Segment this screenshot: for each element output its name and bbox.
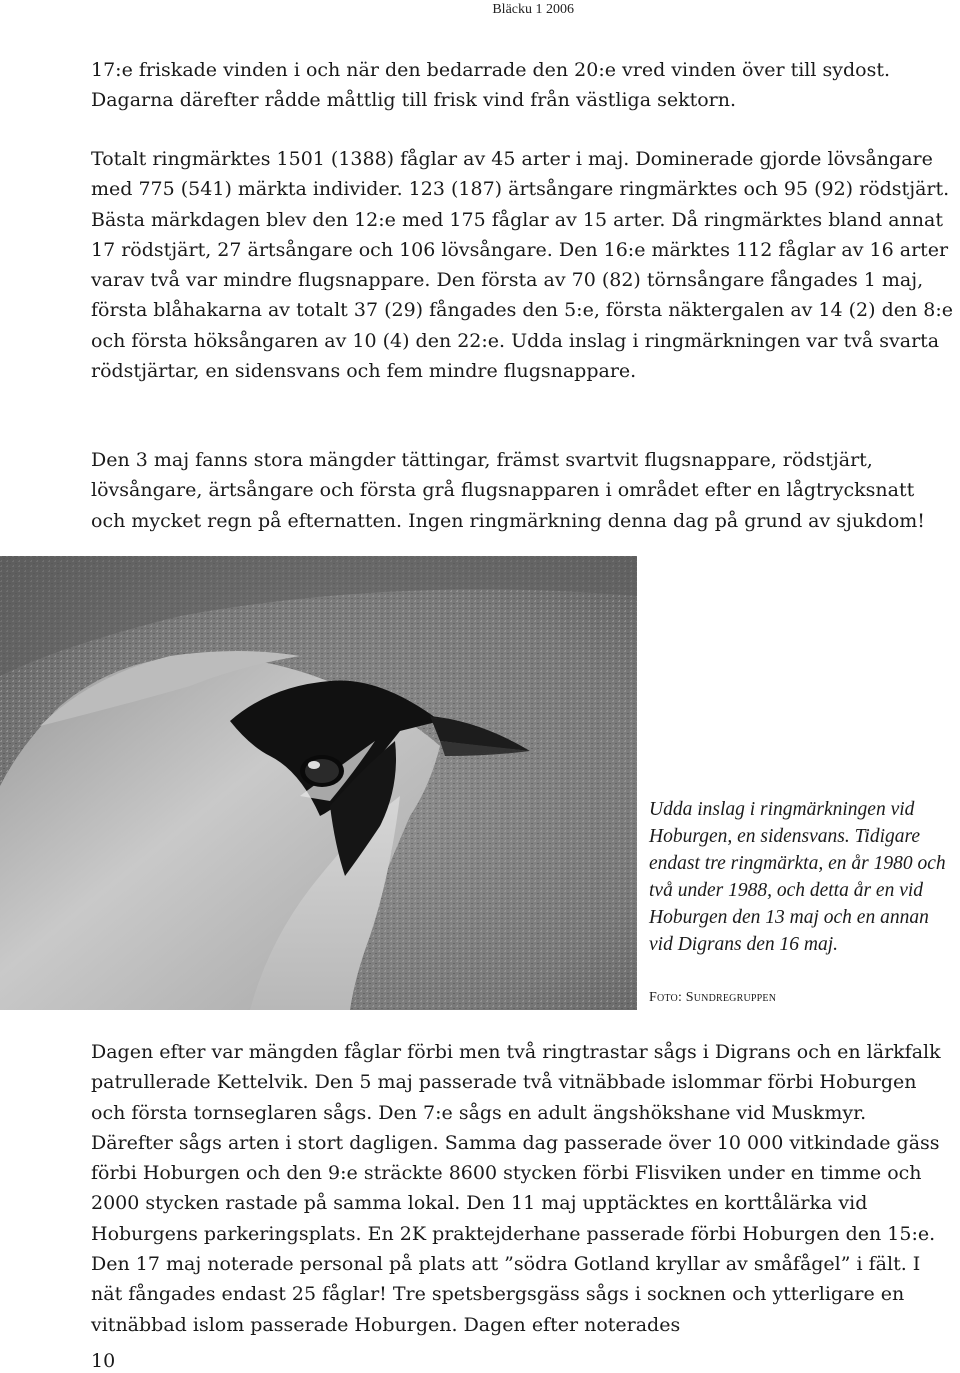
- paragraph-may-3: Den 3 maj fanns stora mängder tättingar, främst svartvit flugsnappare, rödstjärt, lövsångare, ärtsångare och första grå flugsnapparen i området efter en lågtrycksnatt och mycket regn på efternatten. Ingen ringmärkning denna dag på grund av sjukdom!: [91, 449, 925, 532]
- photo-credit: Foto: Sundregruppen: [649, 990, 777, 1005]
- page-number: 10: [91, 1350, 116, 1372]
- running-header: Bläcku 1 2006: [492, 2, 574, 17]
- waxwing-photo: [0, 556, 637, 1010]
- photo-caption: Udda inslag i ringmärkningen vid Hoburgen, en sidensvans. Tidigare endast tre ringmärkta, en år 1980 och två under 1988, och detta år en vid Hoburgen den 13 maj och en annan vid Digrans den 16 maj.: [649, 799, 946, 955]
- paragraph-weather: 17:e friskade vinden i och när den bedarrade den 20:e vred vinden över till sydost. Dagarna därefter rådde måttlig till frisk vind från västliga sektorn.: [91, 59, 890, 112]
- paragraph-ringing-summary: Totalt ringmärktes 1501 (1388) fåglar av 45 arter i maj. Dominerade gjorde lövsångare med 775 (541) märkta individer. 123 (187) ärtsångare ringmärktes och 95 (92) rödstjärt. Bästa märkdagen blev den 12:e med 175 fåglar av 15 arter. Då ringmärktes bland annat 17 rödstjärt, 27 ärtsångare och 106 lövsångare. Den 16:e märktes 112 fåglar av 16 arter varav två var mindre flugsnappare. Den första av 70 (82) törnsångare fångades 1 maj, första blåhakarna av totalt 37 (29) fångades den 5:e, första näktergalen av 14 (2) den 8:e och första höksångaren av 10 (4) den 22:e. Udda inslag i ringmärkningen var två svarta rödstjärtar, en sidensvans och fem mindre flugsnappare.: [91, 148, 954, 383]
- paragraph-later-observations: Dagen efter var mängden fåglar förbi men två ringtrastar sågs i Digrans och en lärkfalk patrullerade Kettelvik. Den 5 maj passerade två vitnäbbade islommar förbi Hoburgen och första tornseglaren sågs. Den 7:e sågs en adult ängshökshane vid Muskmyr. Därefter sågs arten i stort dagligen. Samma dag passerade över 10 000 vitkindade gäss förbi Hoburgen och den 9:e sträckte 8600 stycken förbi Flisviken under en timme och 2000 stycken rastade på samma lokal. Den 11 maj upptäcktes en korttålärka vid Hoburgens parkeringsplats. En 2K praktejderhane passerade förbi Hoburgen den 15:e. Den 17 maj noterade personal på plats att ”södra Gotland kryllar av småfågel” i fält. I nät fångades endast 25 fåglar! Tre spetsbergsgäss sågs i socknen och ytterligare en vitnäbbad islom passerade Hoburgen. Dagen efter noterades: [91, 1041, 941, 1336]
